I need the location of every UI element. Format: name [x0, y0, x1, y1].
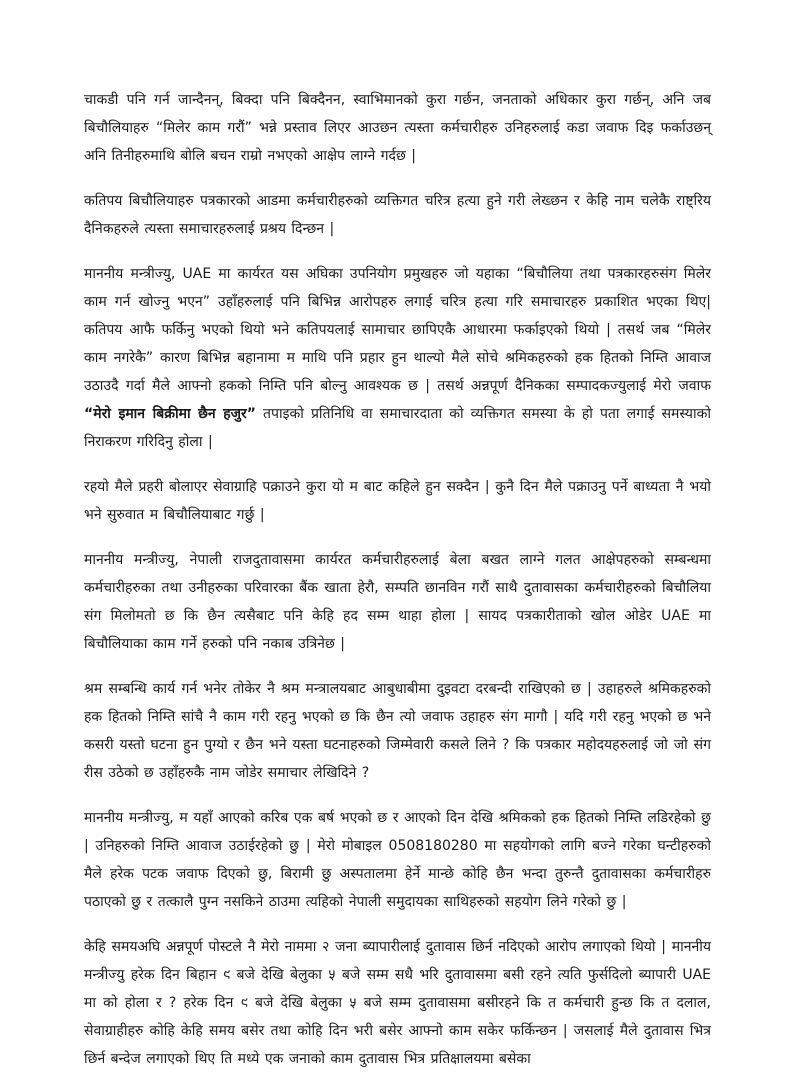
text-run: माननीय मन्त्रीज्यु, UAE मा कार्यरत यस अघिका उपनियोग प्रमुखहरु जो यहाका “बिचौलिया तथा पत्रकारहरुसंग मिलेर काम गर्न खोज्नु भएन” उहाँहरुलाई पनि बिभिन्न आरोपहरु लगाई चरित्र हत्या गरि समाचारहरु प्रकाशित भएका थिए| कतिपय आफै फर्किनु भएको थियो भने कतिपयलाई सामाचार छापिएकै आधारमा फर्काइएको थियो | तसर्थ जब “मिलेर काम नगरेकै” कारण बिभिन्न बहानामा म माथि पनि प्रहार हुन थाल्यो मैले सोचे श्रमिकहरुको हक हितको निम्ति आवाज उठाउदै गर्दा मैले आफ्नो हकको निम्ति पनि बोल्नु आवश्यक छ | तसर्थ अन्नपूर्ण दैनिकका सम्पादकज्युलाई मेरो जवाफ [84, 266, 711, 394]
paragraph [84, 86, 711, 170]
text-run: तपाइको प्रतिनिधि वा समाचारदाता को व्यक्तिगत समस्या के हो पता लगाई समस्याको निराकरण गरिदिनु होला | [84, 406, 711, 450]
text-run: रहयो मैले प्रहरी बोलाएर सेवाग्राहि पक्राउने कुरा यो म बाट कहिले हुन सक्दैन | कुनै दिन मैले पक्राउनु पर्ने बाध्यता नै भयो भने सुरुवात म बिचौलियाबाट गर्छु | [84, 479, 711, 523]
bold-text-run: “मेरो इमान बिक्रीमा छैन हजुर” [84, 406, 256, 422]
paragraph [84, 473, 711, 529]
text-run: माननीय मन्त्रीज्यु, नेपाली राजदुतावासमा कार्यरत कर्मचारीहरुलाई बेला बखत लाग्ने गलत आक्षेपहरुको सम्बन्धमा कर्मचारीहरुका तथा उनीहरुका परिवारका बैंक खाता हेरौ, सम्पति छानविन गरौं साथै दुतावासका कर्मचारीहरुको बिचौलिया संग मिलोमतो छ कि छैन त्यसैबाट पनि केहि हद सम्म थाहा होला | सायद पत्रकारीताको खोल ओडेर UAE मा बिचौलियाका काम गर्ने हरुको पनि नकाब उत्रिनेछ | [84, 552, 711, 652]
text-run: श्रम सम्बन्धि कार्य गर्न भनेर तोकेर नै श्रम मन्त्रालयबाट आबुधाबीमा दुइवटा दरबन्दी राखिएको छ | उहाहरुले श्रमिकहरुको हक हितको निम्ति सांचै नै काम गरी रहनु भएको छ कि छैन त्यो जवाफ उहाहरु संग मागौ | यदि गरी रहनु भएको छ भने कसरी यस्तो घटना हुन पुग्यो र छैन भने यस्ता घटनाहरुको जिम्मेवारी कसले लिने ? कि पत्रकार महोदयहरुलाई जो जो संग रीस उठेको छ उहाँहरुकै नाम जोडेर समाचार लेखिदिने ? [84, 681, 711, 781]
text-run: कतिपय बिचौलियाहरु पत्रकारको आडमा कर्मचारीहरुको व्यक्तिगत चरित्र हत्या हुने गरी लेख्छन र केहि नाम चलेकै राष्ट्रिय दैनिकहरुले त्यस्ता समाचारहरुलाई प्रश्रय दिन्छन | [84, 193, 711, 237]
document-body [84, 86, 711, 1073]
paragraph [84, 260, 711, 456]
paragraph [84, 933, 711, 1073]
text-run: चाकडी पनि गर्न जान्दैनन्, बिक्दा पनि बिक्दैनन, स्वाभिमानको कुरा गर्छन, जनताको अधिकार कुरा गर्छन्, अनि जब बिचौलियाहरु “मिलेर काम गरौं” भन्ने प्रस्ताव लिएर आउछन त्यस्ता कर्मचारीहरु उनिहरुलाई कडा जवाफ दिइ फर्काउछन् अनि तिनीहरुमाथि बोलि बचन राम्रो नभएको आक्षेप लाग्ने गर्दछ | [84, 92, 711, 164]
paragraph [84, 187, 711, 243]
paragraph [84, 675, 711, 787]
text-run: माननीय मन्त्रीज्यु, म यहाँ आएको करिब एक बर्ष भएको छ र आएको दिन देखि श्रमिकको हक हितको निम्ति लडिरहेको छु | उनिहरुको निम्ति आवाज उठाईरहेको छु | मेरो मोबाइल 0508180280 मा सहयोगको लागि बज्ने गरेका घन्टीहरुको मैले हरेक पटक जवाफ दिएको छु, बिरामी छु अस्पतालमा हेर्ने मान्छे कोहि छैन भन्दा तुरुन्तै दुतावासका कर्मचारीहरु पठाएको छु र तत्कालै पुग्न नसकिने ठाउमा त्यहिको नेपाली समुदायका साथिहरुको सहयोग लिने गरेको छु | [84, 810, 711, 910]
paragraph [84, 546, 711, 658]
paragraph [84, 804, 711, 916]
text-run: केहि समयअघि अन्नपूर्ण पोस्टले नै मेरो नाममा २ जना ब्यापारीलाई दुतावास छिर्न नदिएको आरोप लगाएको थियो | माननीय मन्त्रीज्यु हरेक दिन बिहान ९ बजे देखि बेलुका ५ बजे सम्म सधै भरि दुतावासमा बसी रहने त्यति फुर्सदिलो ब्यापारी UAE मा को होला र ? हरेक दिन ९ बजे देखि बेलुका ५ बजे सम्म दुतावासमा बसीरहने कि त कर्मचारी हुन्छ कि त दलाल, सेवाग्राहीहरु कोहि केहि समय बसेर तथा कोहि दिन भरी बसेर आफ्नो काम सकेर फर्किन्छन | जसलाई मैले दुतावास भित्र छिर्न बन्देज लगाएको थिए ति मध्ये एक जनाको काम दुतावास भित्र प्रतिक्षालयमा बसेका [84, 939, 711, 1067]
